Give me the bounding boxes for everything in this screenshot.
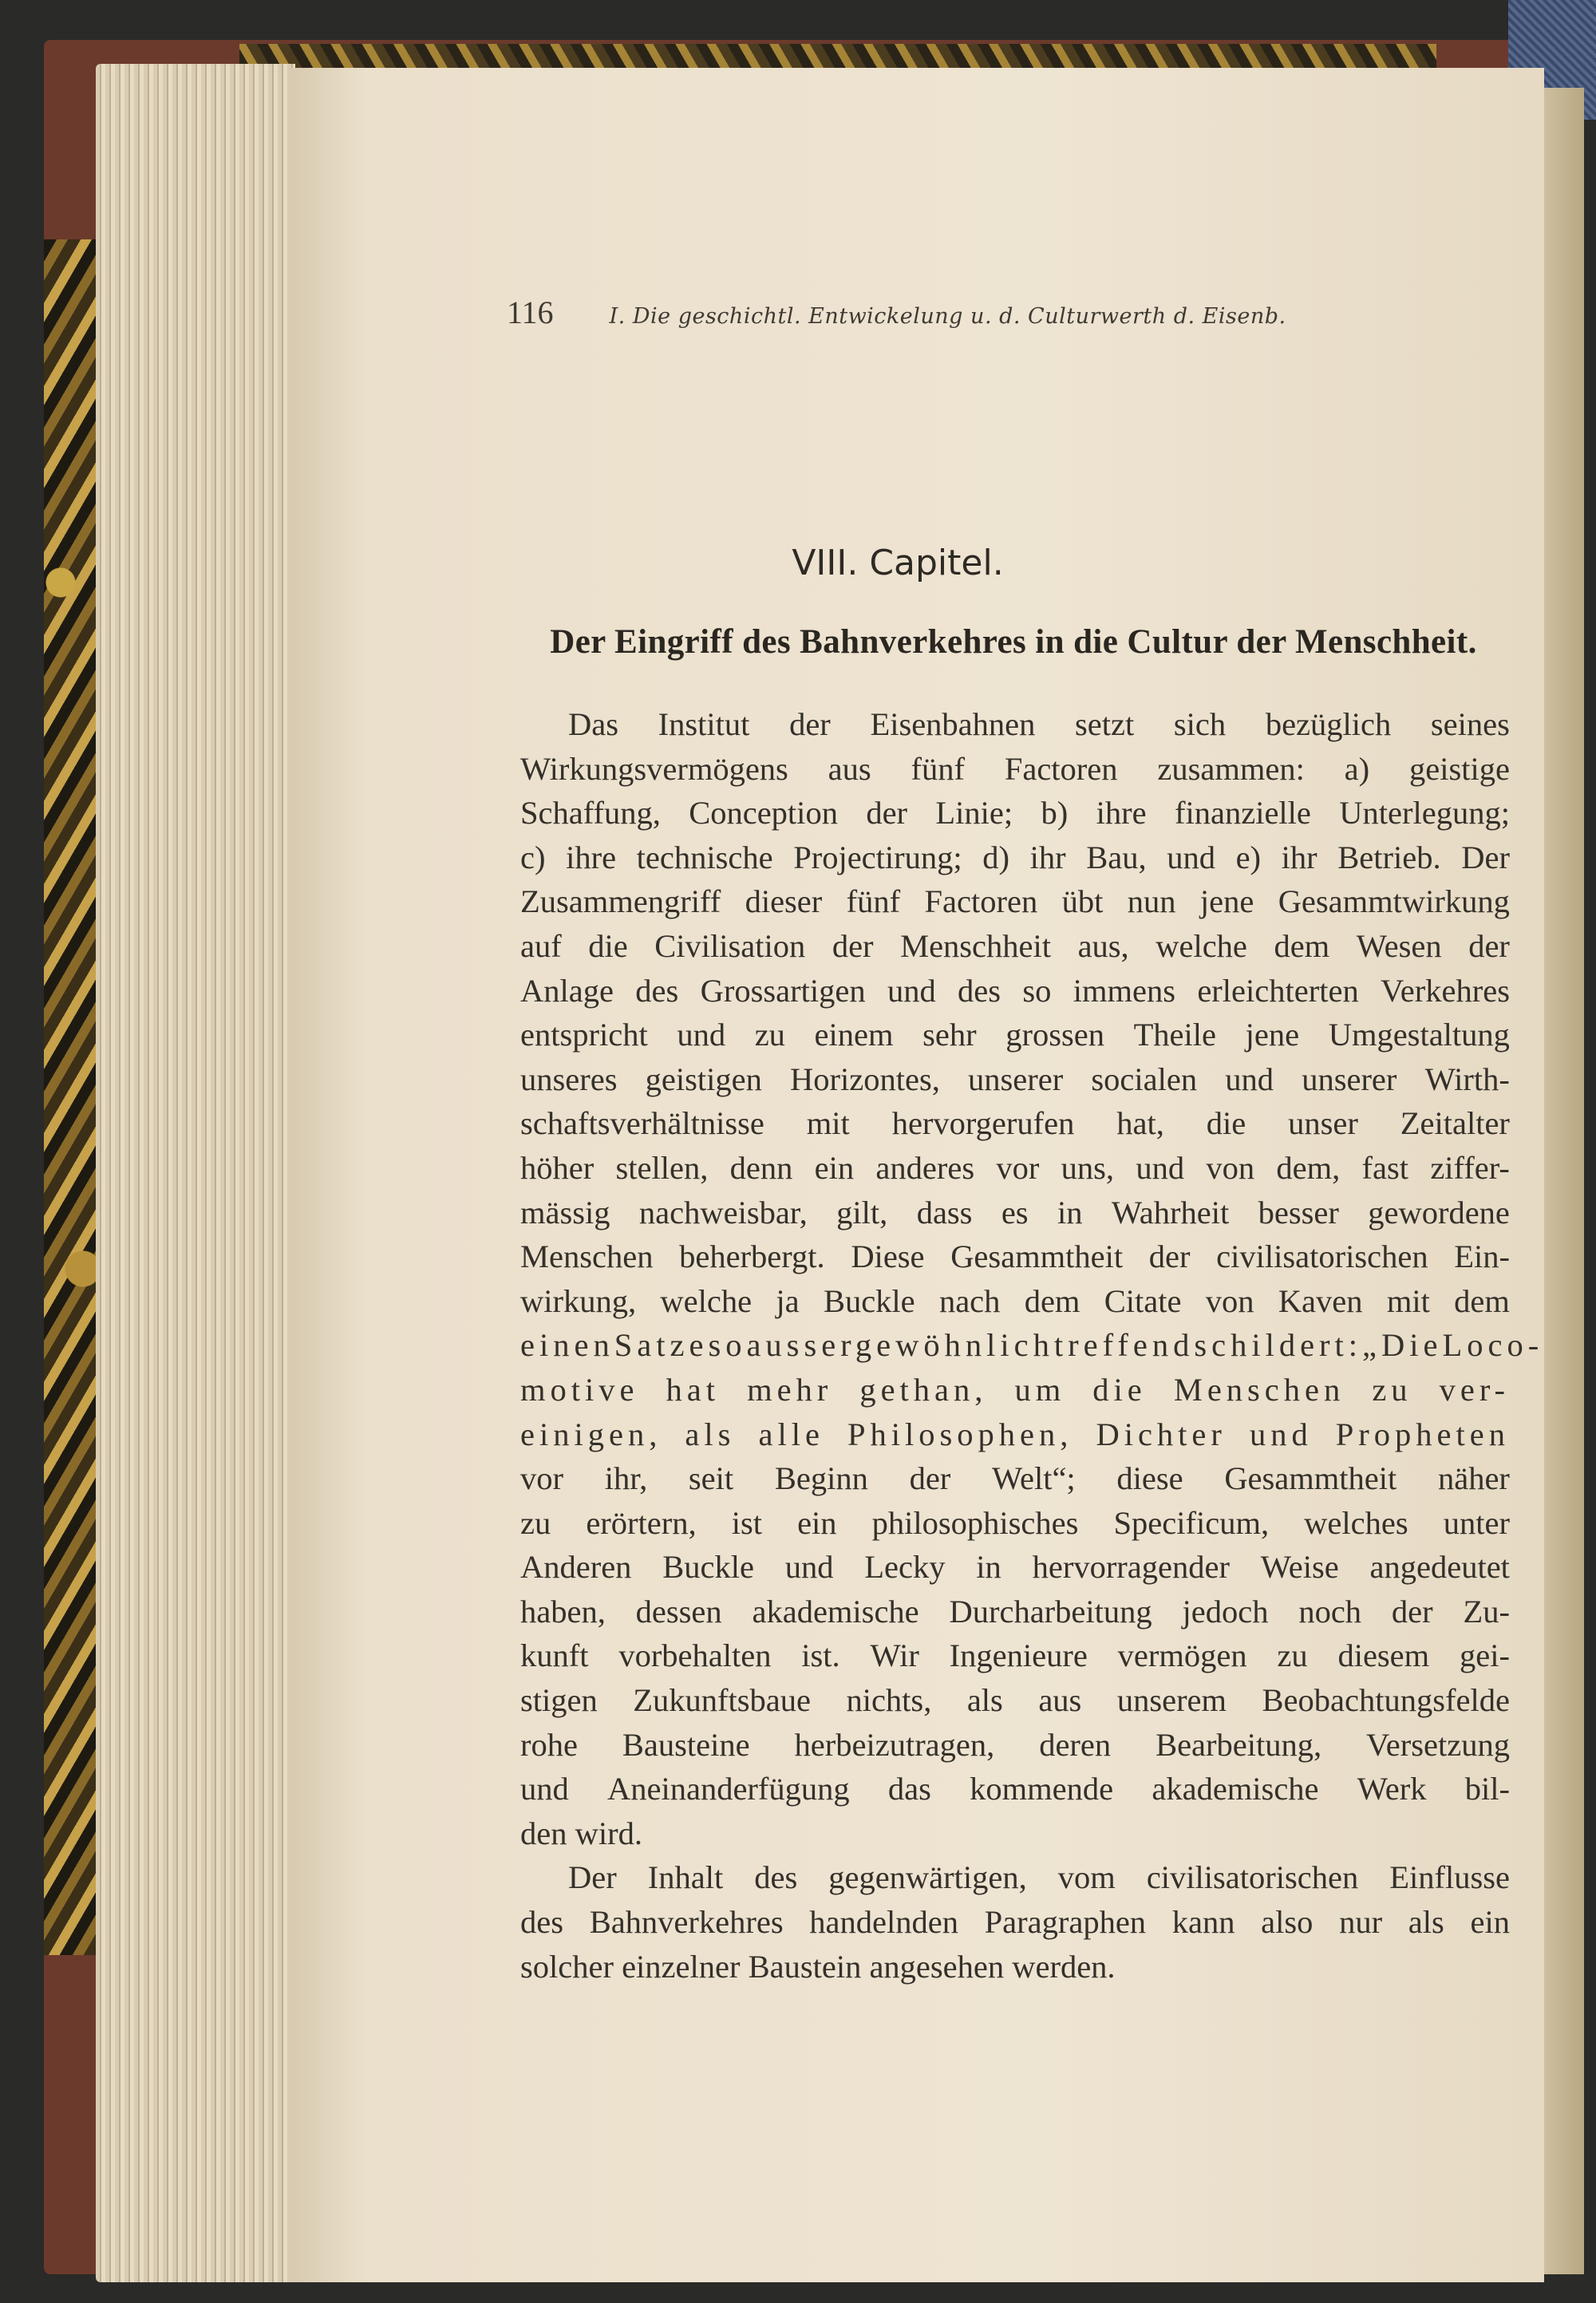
text-line: Das Institut der Eisenbahnen setzt sich bezüglich seines [568,706,1510,742]
text-line: kunft vorbehalten ist. Wir Ingenieure vermögen zu diesem gei- [520,1637,1510,1674]
text-line: des Bahnverkehres handelnden Paragraphen kann also nur als ein [520,1904,1510,1941]
text-line: höher stellen, denn ein anderes vor uns, und von dem, fast ziffer- [520,1149,1510,1186]
page-stack-edges [96,64,295,2282]
text-line: auf die Civilisation der Menschheit aus, welche dem Wesen der [520,927,1510,964]
text-line: zu erörtern, ist ein philosophisches Specificum, welches unter [520,1504,1510,1541]
text-line: Wirkungsvermögens aus fünf Factoren zusammen: a) geistige [520,750,1510,787]
marbled-edge-top [239,44,1436,68]
facing-page-edge [1544,88,1584,2274]
text-line: stigen Zukunftsbaue nichts, als aus unserem Beobachtungsfelde [520,1682,1510,1719]
text-line: motive hat mehr gethan, um die Menschen zu ver- [520,1371,1510,1408]
text-line: unseres geistigen Horizontes, unserer socialen und unserer Wirth- [520,1061,1510,1097]
text-line: c) ihre technische Projectirung; d) ihr Bau, und e) ihr Betrieb. Der [520,839,1510,875]
text-line: Anlage des Grossartigen und des so immens erleichterten Verkehres [520,972,1510,1009]
text-line: Der Inhalt des gegenwärtigen, vom civilisatorischen Einflusse [568,1859,1510,1896]
text-line: rohe Bausteine herbeizutragen, deren Bearbeitung, Versetzung [520,1726,1510,1763]
text-line: und Aneinanderfügung das kommende akademische Werk bil- [520,1771,1510,1807]
body-text [520,702,1544,1989]
text-line: Schaffung, Conception der Linie; b) ihre finanzielle Unterlegung; [520,795,1510,832]
marbled-edge-left [44,239,100,1955]
text-line: solcher einzelner Baustein angesehen werden. [520,1948,1116,1985]
chapter-number: VIII. Capitel. [792,543,1004,583]
text-line: schaftsverhältnisse mit hervorgerufen hat, die unser Zeitalter [520,1105,1510,1142]
page-number: 116 [507,294,554,330]
running-title: I. Die geschichtl. Entwickelung u. d. Culturwerth d. Eisenb. [609,304,1286,329]
text-line: wirkung, welche ja Buckle nach dem Citate von Kaven mit dem [520,1282,1510,1319]
text-line: einigen, als alle Philosophen, Dichter und Propheten [520,1416,1510,1452]
text-line: den wird. [520,1815,642,1851]
chapter-title: Der Eingriff des Bahnverkehres in die Cultur der Menschheit. [550,623,1477,661]
text-line: Anderen Buckle und Lecky in hervorragender Weise angedeutet [520,1549,1510,1586]
text-line: vor ihr, seit Beginn der Welt“; diese Gesammtheit näher [520,1460,1510,1497]
text-line: Zusammengriff dieser fünf Factoren übt nun jene Gesammtwirkung [520,883,1510,920]
text-line: Menschen beherbergt. Diese Gesammtheit der civilisatorischen Ein- [520,1238,1510,1275]
text-line: haben, dessen akademische Durcharbeitung jedoch noch der Zu- [520,1593,1510,1629]
running-head [507,294,1400,334]
text-line: mässig nachweisbar, gilt, dass es in Wahrheit besser gewordene [520,1194,1510,1231]
text-line: einen Satze so aussergewöhnlich treffend schildert: „Die Loco- [520,1327,1544,1364]
text-line: entspricht und zu einem sehr grossen Theile jene Umgestaltung [520,1017,1510,1053]
